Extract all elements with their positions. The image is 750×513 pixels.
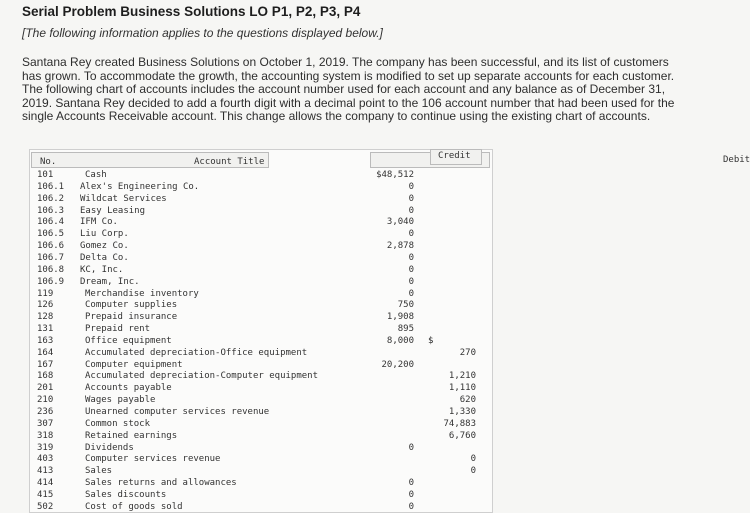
account-title: Cash xyxy=(85,170,107,180)
account-title: Dream, Inc. xyxy=(80,276,140,287)
table-row xyxy=(30,383,490,394)
credit-value: 270 xyxy=(459,347,476,358)
account-number: 126 xyxy=(37,300,54,311)
account-number: 164 xyxy=(37,347,54,358)
account-title: Unearned computer services revenue xyxy=(85,407,270,417)
chart-of-accounts-table xyxy=(29,149,750,513)
table-row xyxy=(30,217,490,228)
credit-value: 1,330 xyxy=(448,407,476,417)
account-number: 414 xyxy=(37,478,54,489)
account-number: 415 xyxy=(37,489,54,500)
table-row xyxy=(30,395,490,406)
account-number: 106.7 xyxy=(37,252,65,263)
account-title: Wages payable xyxy=(85,395,156,406)
table-row xyxy=(30,371,490,382)
account-title: Retained earnings xyxy=(85,430,178,441)
account-number: 201 xyxy=(37,383,54,394)
account-number: 163 xyxy=(37,335,54,346)
account-title: Alex's Engineering Co. xyxy=(80,181,200,192)
debit-value: 750 xyxy=(397,300,414,311)
table-row xyxy=(30,265,490,276)
account-number: 210 xyxy=(37,395,54,406)
header-no-title-box xyxy=(31,152,269,168)
account-title: Computer services revenue xyxy=(85,454,221,465)
account-title: Common stock xyxy=(85,418,151,429)
account-title: Prepaid rent xyxy=(85,324,151,335)
debit-value: 1,908 xyxy=(386,312,414,323)
currency-symbol: $ xyxy=(428,336,434,346)
table-row xyxy=(30,348,490,359)
debit-value: 0 xyxy=(408,229,414,240)
table-row xyxy=(30,490,490,501)
account-number: 413 xyxy=(37,466,54,477)
account-title: Sales xyxy=(85,466,113,477)
account-number: 168 xyxy=(37,371,54,382)
table-row xyxy=(30,336,490,347)
account-title: Office equipment xyxy=(85,335,172,346)
column-header-credit: Credit xyxy=(438,151,471,161)
account-title: Delta Co. xyxy=(80,252,129,263)
account-title: Computer supplies xyxy=(85,300,178,311)
column-header-debit: Debit xyxy=(723,155,750,165)
account-number: 106.6 xyxy=(37,241,65,252)
table-row xyxy=(30,360,490,371)
table-row xyxy=(30,466,490,477)
account-title: Computer equipment xyxy=(85,359,183,370)
account-title: KC, Inc. xyxy=(80,264,124,275)
debit-value: 0 xyxy=(408,264,414,275)
table-row xyxy=(30,502,490,513)
credit-value: 1,110 xyxy=(448,383,476,394)
account-number: 106.1 xyxy=(37,181,65,192)
debit-value: 2,878 xyxy=(386,241,414,252)
table-row xyxy=(30,170,490,181)
account-number: 131 xyxy=(37,324,54,335)
table-row xyxy=(30,478,490,489)
column-header-account-title: Account Title xyxy=(194,157,265,167)
credit-value: 1,210 xyxy=(448,371,476,382)
debit-value: 0 xyxy=(408,181,414,192)
account-number: 106.3 xyxy=(37,205,65,216)
table-row xyxy=(30,206,490,217)
table-row xyxy=(30,194,490,205)
account-number: 101 xyxy=(37,170,54,180)
table-row xyxy=(30,229,490,240)
debit-value: 895 xyxy=(397,324,414,335)
credit-value: 0 xyxy=(470,466,476,477)
account-number: 106.9 xyxy=(37,276,65,287)
account-title: Wildcat Services xyxy=(80,193,167,204)
account-title: Accounts payable xyxy=(85,383,172,394)
account-number: 106.8 xyxy=(37,264,65,275)
column-header-no: No. xyxy=(40,157,57,167)
debit-value: 0 xyxy=(408,276,414,287)
debit-value: 8,000 xyxy=(386,335,414,346)
table-row xyxy=(30,300,490,311)
account-title: IFM Co. xyxy=(80,217,118,228)
intro-paragraph: Santana Rey created Business Solutions on October 1, 2019. The company has been successful, and its list of customers has grown. To accommodate the growth, the accounting system is modified to set up separate accounts for each customer. The following chart of accounts includes the account number used for each account and any balance as of December 31, 2019. Santana Rey decided to add a fourth digit with a decimal point to the 106 account number that had been used for the single Accounts Receivable account. This change allows the company to continue using the existing chart of accounts. xyxy=(22,55,675,124)
account-title: Sales discounts xyxy=(85,489,167,500)
account-title: Merchandise inventory xyxy=(85,288,199,299)
table-row xyxy=(30,324,490,335)
account-number: 318 xyxy=(37,430,54,441)
debit-value: 20,200 xyxy=(381,359,414,370)
debit-value: 3,040 xyxy=(386,217,414,228)
debit-value: 0 xyxy=(408,252,414,263)
debit-value: 0 xyxy=(408,442,414,453)
table-row xyxy=(30,289,490,300)
table-row xyxy=(30,277,490,288)
account-title: Easy Leasing xyxy=(80,205,146,216)
credit-value: 0 xyxy=(470,454,476,465)
account-title: Liu Corp. xyxy=(80,229,129,240)
account-number: 106.2 xyxy=(37,193,65,204)
debit-value: 0 xyxy=(408,193,414,204)
account-number: 307 xyxy=(37,418,54,429)
table-row xyxy=(30,443,490,454)
table-row xyxy=(30,253,490,264)
page-subtitle: [The following information applies to the questions displayed below.] xyxy=(22,26,383,40)
account-title: Prepaid insurance xyxy=(85,312,178,323)
credit-value: 6,760 xyxy=(448,430,476,441)
account-title: Dividends xyxy=(85,442,134,453)
account-number: 502 xyxy=(37,501,54,512)
table-row xyxy=(30,431,490,442)
table-row xyxy=(30,454,490,465)
table-row xyxy=(30,241,490,252)
account-title: Cost of goods sold xyxy=(85,501,183,512)
table-row xyxy=(30,407,490,418)
account-number: 119 xyxy=(37,288,54,299)
account-title: Accumulated depreciation-Office equipment xyxy=(85,347,308,358)
account-number: 236 xyxy=(37,407,54,417)
credit-value: 74,883 xyxy=(443,418,476,429)
debit-value: 0 xyxy=(408,288,414,299)
account-number: 106.4 xyxy=(37,217,65,228)
table-row xyxy=(30,419,490,430)
account-title: Sales returns and allowances xyxy=(85,478,237,489)
account-number: 128 xyxy=(37,312,54,323)
debit-value: 0 xyxy=(408,489,414,500)
account-title: Accumulated depreciation-Computer equipment xyxy=(85,371,318,382)
debit-value: 0 xyxy=(408,478,414,489)
account-title: Gomez Co. xyxy=(80,241,129,252)
account-number: 319 xyxy=(37,442,54,453)
account-number: 106.5 xyxy=(37,229,65,240)
table-row xyxy=(30,182,490,193)
page-title: Serial Problem Business Solutions LO P1, P2, P3, P4 xyxy=(22,4,361,19)
debit-value: $48,512 xyxy=(376,170,414,180)
credit-value: 620 xyxy=(459,395,476,406)
table-row xyxy=(30,312,490,323)
debit-value: 0 xyxy=(408,205,414,216)
account-number: 167 xyxy=(37,359,54,370)
debit-value: 0 xyxy=(408,501,414,512)
account-number: 403 xyxy=(37,454,54,465)
